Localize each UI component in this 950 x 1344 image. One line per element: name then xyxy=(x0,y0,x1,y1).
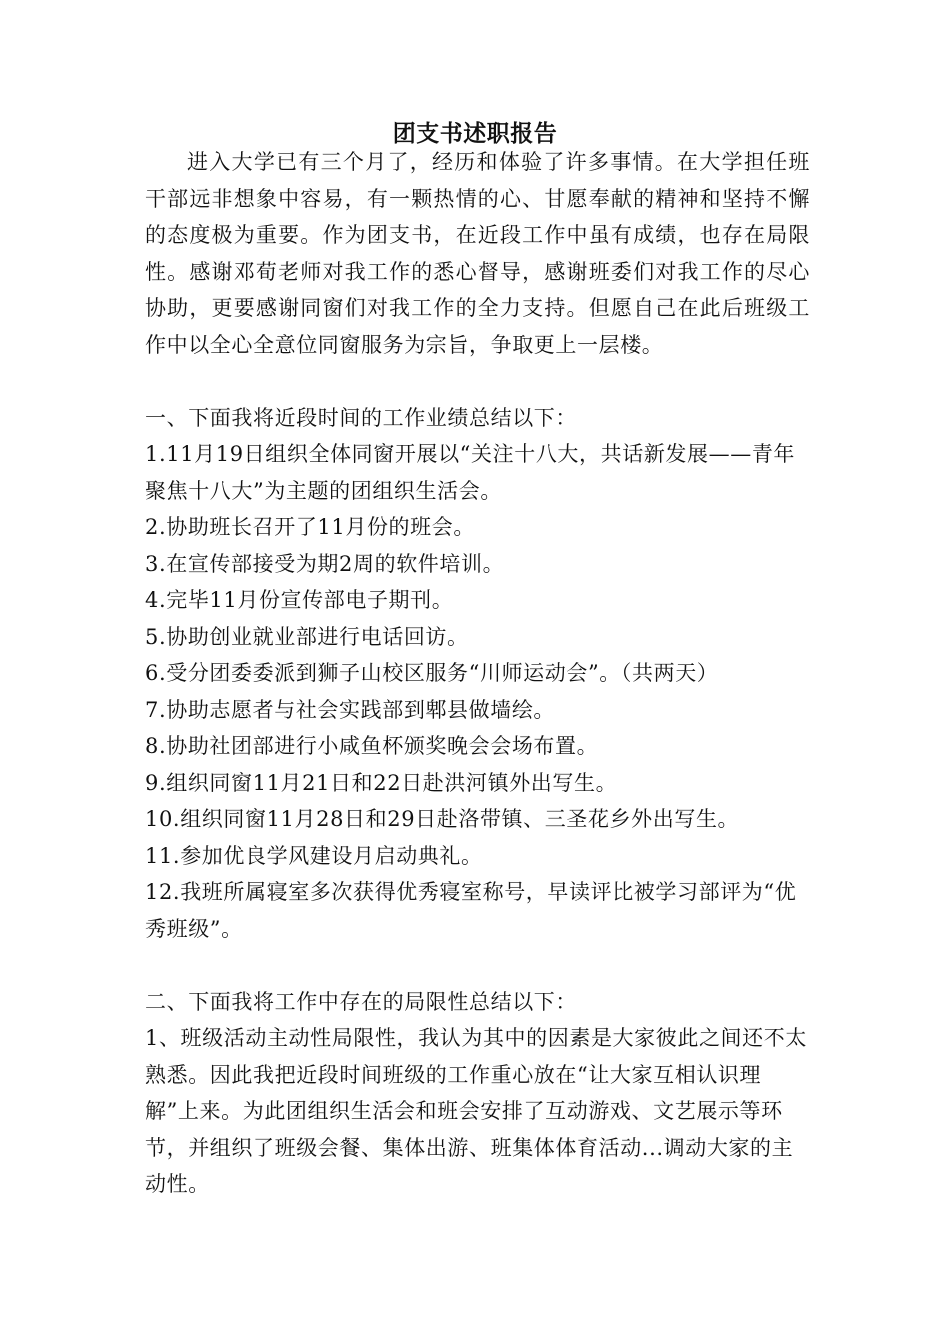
section1-heading: 一、下面我将近段时间的工作业绩总结以下： xyxy=(145,405,577,430)
achievement-item-3: 3.在宣传部接受为期2周的软件培训。 xyxy=(145,551,505,576)
section2-heading: 二、下面我将工作中存在的局限性总结以下： xyxy=(145,989,577,1014)
achievement-item-10: 10.组织同窗11月28日和29日赴洛带镇、三圣花乡外出写生。 xyxy=(145,807,740,831)
achievement-item-2: 2.协助班长召开了11月份的班会。 xyxy=(145,515,475,539)
limitation-item-1: 1、班级活动主动性局限性，我认为其中的因素是大家彼此之间还不太熟悉。因此我把近段时间班级的工作重心放在“让大家互相认识理解”上来。为此团组织生活会和班会安排了互动游戏、文艺展示等环节，并组织了班级会餐、集体出游、班集体体育活动...调动大家的主动性。 xyxy=(145,1026,807,1196)
achievement-item-8: 8.协助社团部进行小咸鱼杯颁奖晚会会场布置。 xyxy=(145,734,599,758)
achievement-item-7: 7.协助志愿者与社会实践部到郫县做墙绘。 xyxy=(145,697,556,722)
achievement-item-11: 11.参加优良学风建设月启动典礼。 xyxy=(145,843,483,868)
document-body xyxy=(145,144,810,1203)
paragraph-gap xyxy=(145,363,810,400)
achievement-item-5: 5.协助创业就业部进行电话回访。 xyxy=(145,624,469,649)
intro-paragraph: 进入大学已有三个月了，经历和体验了许多事情。在大学担任班干部远非想象中容易，有一颗热情的心、甘愿奉献的精神和坚持不懈的态度极为重要。作为团支书，在近段工作中虽有成绩，也存在局限性。感谢邓荀老师对我工作的悉心督导，感谢班委们对我工作的尽心协助，更要感谢同窗们对我工作的全力支持。但愿自己在此后班级工作中以全心全意位同窗服务为宗旨，争取更上一层楼。 xyxy=(145,150,810,357)
achievement-item-12: 12.我班所属寝室多次获得优秀寝室称号，早读评比被学习部评为“优秀班级”。 xyxy=(145,880,797,941)
achievement-item-1: 1.11月19日组织全体同窗开展以“关注十八大，共话新发展——青年聚焦十八大”为主题的团组织生活会。 xyxy=(145,442,796,503)
achievement-item-6: 6.受分团委委派到狮子山校区服务“川师运动会”。（共两天） xyxy=(145,661,719,685)
page-title: 团支书述职报告 xyxy=(392,120,558,147)
achievement-item-4: 4.完毕11月份宣传部电子期刊。 xyxy=(145,588,454,612)
achievement-item-9: 9.组织同窗11月21日和22日赴洪河镇外出写生。 xyxy=(145,770,618,795)
paragraph-gap xyxy=(145,947,810,984)
